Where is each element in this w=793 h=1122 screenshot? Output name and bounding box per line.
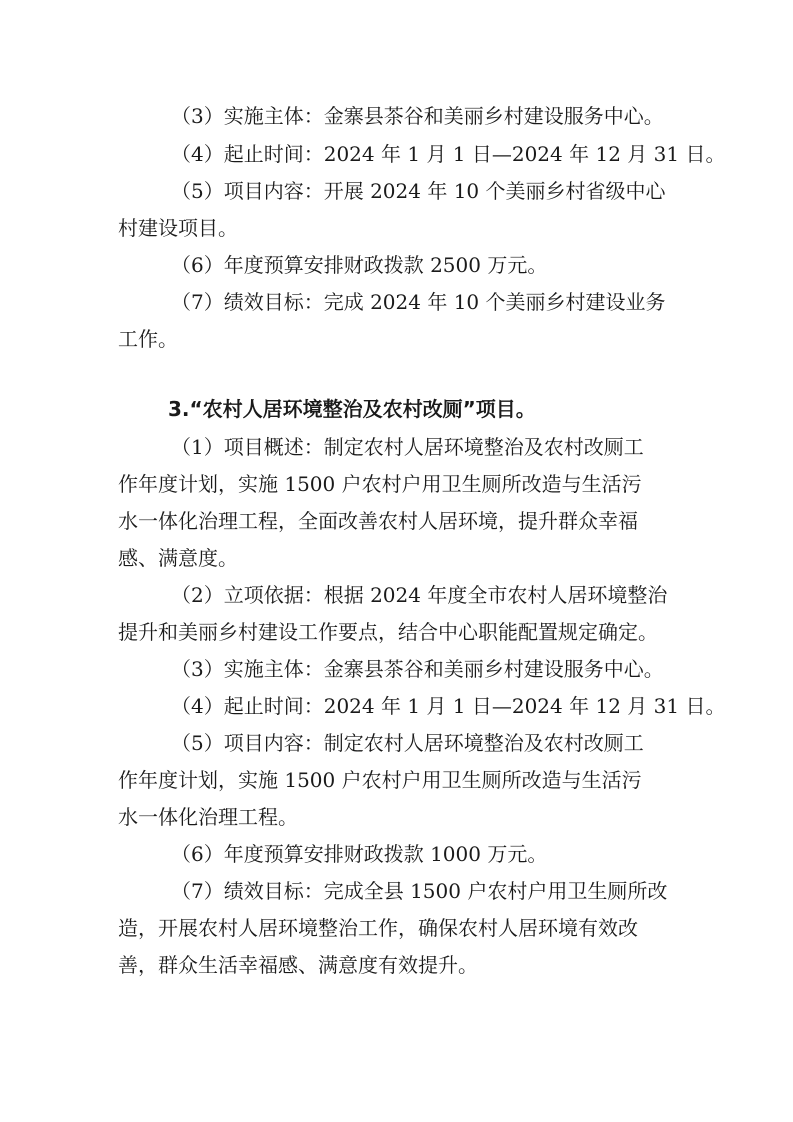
para-line: 作年度计划，实施 1500 户农村户用卫生厕所改造与生活污 — [118, 768, 642, 792]
para-line: 村建设项目。 — [118, 216, 238, 240]
para-line: 水一体化治理工程。 — [118, 805, 298, 829]
para-line: 造，开展农村人居环境整治工作，确保农村人居环境有效改 — [118, 916, 638, 940]
para-line: 提升和美丽乡村建设工作要点，结合中心职能配置规定确定。 — [118, 620, 658, 644]
para-line: （3）实施主体：金寨县茶谷和美丽乡村建设服务中心。 — [171, 104, 664, 128]
para-line: 工作。 — [118, 327, 178, 351]
para-line: （6）年度预算安排财政拨款 1000 万元。 — [171, 842, 548, 866]
para-line: （4）起止时间：2024 年 1 月 1 日—2024 年 12 月 31 日。 — [171, 142, 726, 166]
para-line: 水一体化治理工程，全面改善农村人居环境，提升群众幸福 — [118, 509, 638, 533]
para-line: （2）立项依据：根据 2024 年度全市农村人居环境整治 — [171, 583, 668, 607]
para-line: 善，群众生活幸福感、满意度有效提升。 — [118, 953, 478, 977]
para-line: 作年度计划，实施 1500 户农村户用卫生厕所改造与生活污 — [118, 472, 642, 496]
para-line: （4）起止时间：2024 年 1 月 1 日—2024 年 12 月 31 日。 — [171, 694, 726, 718]
para-line: （5）项目内容：制定农村人居环境整治及农村改厕工 — [171, 731, 644, 755]
para-line: （6）年度预算安排财政拨款 2500 万元。 — [171, 253, 548, 277]
para-line: （3）实施主体：金寨县茶谷和美丽乡村建设服务中心。 — [171, 657, 664, 681]
para-line: （7）绩效目标：完成 2024 年 10 个美丽乡村建设业务 — [171, 290, 666, 314]
para-line: （1）项目概述：制定农村人居环境整治及农村改厕工 — [171, 435, 644, 459]
section-heading: 3.“农村人居环境整治及农村改厕”项目。 — [168, 397, 536, 421]
para-line: （7）绩效目标：完成全县 1500 户农村户用卫生厕所改 — [171, 879, 668, 903]
para-line: 感、满意度。 — [118, 546, 238, 570]
para-line: （5）项目内容：开展 2024 年 10 个美丽乡村省级中心 — [171, 179, 666, 203]
